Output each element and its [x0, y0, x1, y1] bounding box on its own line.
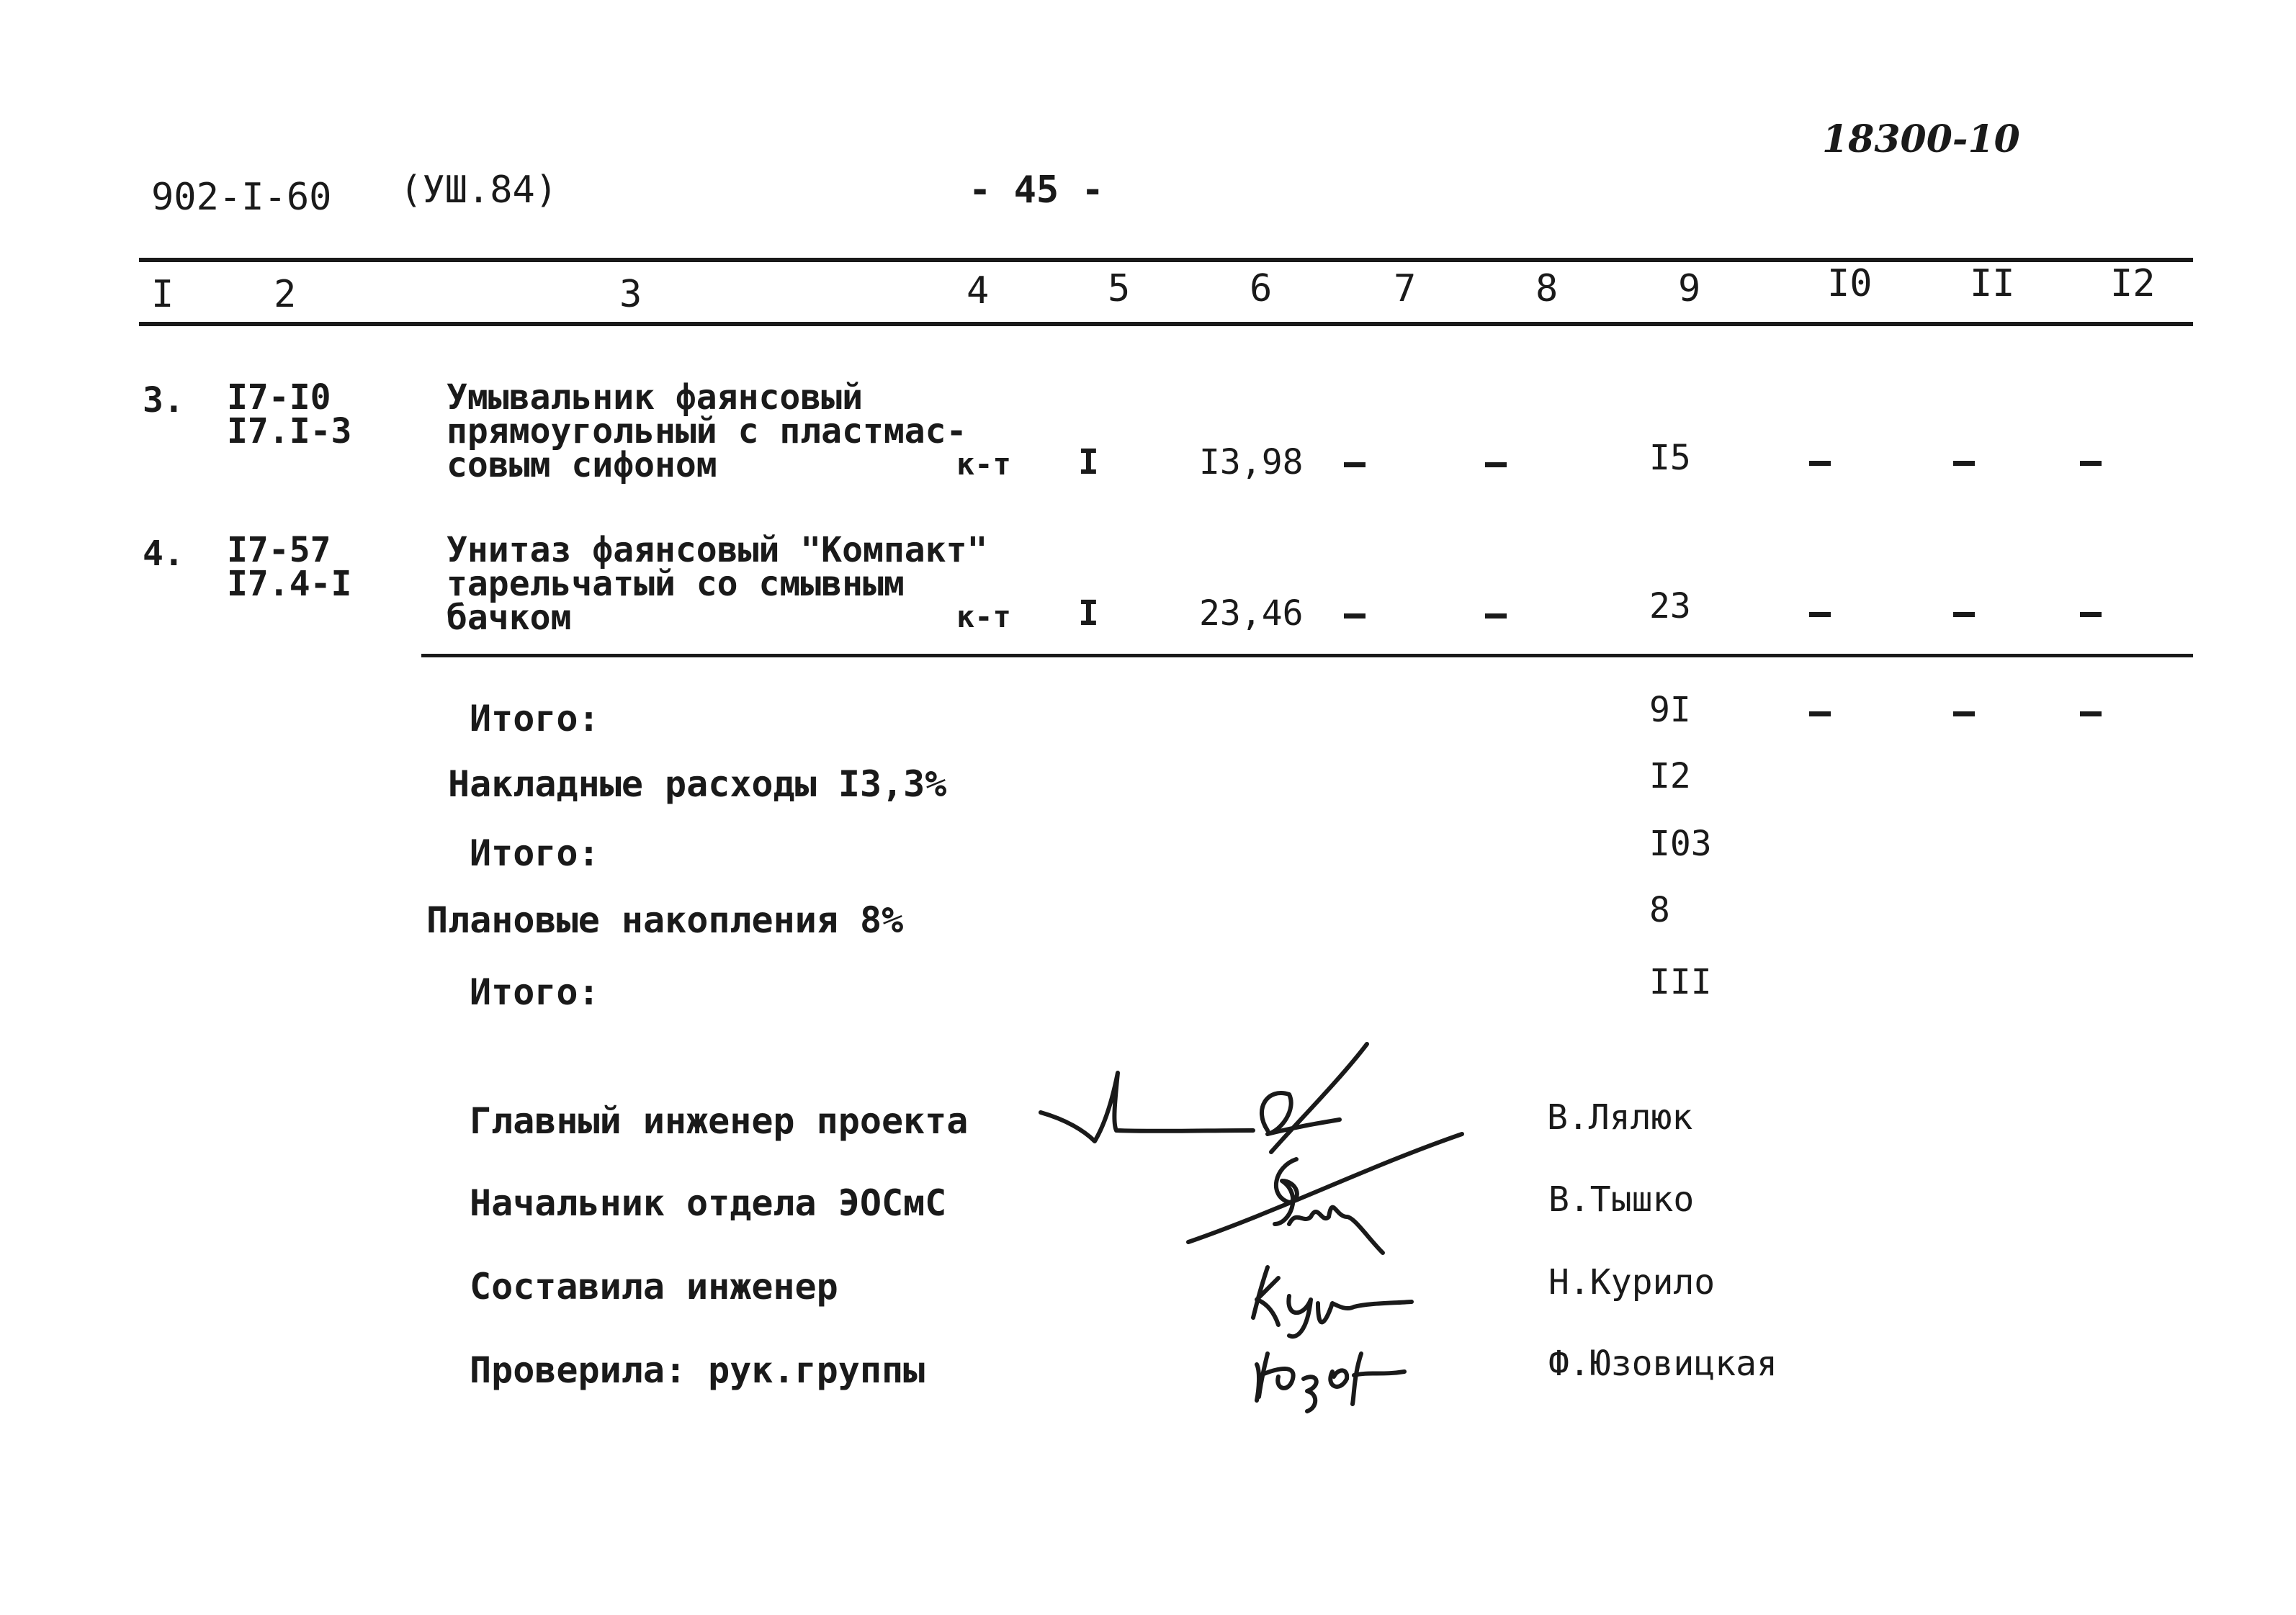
column-header-9: 9 [1678, 267, 1701, 310]
total-value: 9I [1649, 690, 1691, 730]
row-description-line-1: Унитаз фаянсовый "Компакт" [447, 530, 988, 570]
page-number: - 45 - [969, 168, 1104, 212]
document-code: 902-I-60 [151, 176, 332, 219]
column-header-7: 7 [1394, 267, 1417, 310]
signature-mark [1253, 1267, 1412, 1336]
row-unit-price: I3,98 [1199, 442, 1304, 482]
row-number: 3. [143, 380, 184, 420]
row-code: I7-I0 [227, 377, 331, 418]
signature-mark [1041, 1073, 1253, 1141]
column-header-4: 4 [967, 269, 990, 312]
signatory-role: Главный инженер проекта [470, 1100, 969, 1142]
column-header-3: 3 [619, 273, 642, 316]
row-description-line-3: совым сифоном [447, 445, 717, 485]
signature-mark [1188, 1134, 1462, 1242]
edition-date: (УШ.84) [400, 168, 558, 212]
signatory-name: Н.Курило [1548, 1262, 1716, 1303]
signatory-name: Ф.Юзовицкая [1548, 1344, 1777, 1384]
column-header-1: I [151, 273, 174, 316]
signatory-role: Составила инженер [470, 1266, 838, 1308]
column-header-5: 5 [1108, 267, 1131, 310]
grand-total-label: Итого: [470, 971, 600, 1013]
total-label: Итого: [470, 832, 600, 874]
row-description-line-2: прямоугольный с пластмас- [447, 411, 967, 451]
overhead-value: I2 [1649, 756, 1691, 796]
row-quantity: I [1078, 442, 1099, 482]
row-description-line-3: бачком [447, 598, 572, 638]
row-total: 23 [1649, 586, 1691, 626]
row-description-line-1: Умывальник фаянсовый [447, 377, 863, 418]
row-description-line-2: тарельчатый со смывным [447, 564, 905, 604]
grand-total-value: III [1649, 962, 1712, 1002]
overhead-label: Накладные расходы I3,3% [448, 763, 947, 805]
signature-mark [1262, 1044, 1367, 1152]
row-unit: к-т [956, 446, 1011, 482]
total-label: Итого: [470, 698, 600, 739]
row-total: I5 [1649, 438, 1691, 478]
row-code-alt: I7.4-I [227, 564, 352, 604]
column-header-11: II [1970, 262, 2015, 305]
column-header-2: 2 [274, 273, 297, 316]
column-header-6: 6 [1250, 267, 1273, 310]
row-code-alt: I7.I-3 [227, 411, 352, 451]
signature-mark [1257, 1354, 1404, 1411]
row-unit: к-т [956, 599, 1011, 634]
column-header-10: I0 [1827, 262, 1873, 305]
planned-savings-label: Плановые накопления 8% [426, 899, 904, 941]
signature-mark [1275, 1159, 1383, 1253]
row-quantity: I [1078, 593, 1099, 634]
column-header-8: 8 [1535, 267, 1559, 310]
total-value: I03 [1649, 824, 1712, 864]
row-unit-price: 23,46 [1199, 593, 1304, 634]
planned-savings-value: 8 [1649, 890, 1670, 930]
row-number: 4. [143, 534, 184, 574]
signatory-role: Проверила: рук.группы [470, 1349, 925, 1391]
archive-number: 18300-10 [1822, 117, 2020, 161]
row-code: I7-57 [227, 530, 331, 570]
signatory-name: В.Тышко [1548, 1179, 1695, 1220]
signatory-role: Начальник отдела ЭОСмС [470, 1182, 947, 1224]
signatory-name: В.Лялюк [1547, 1097, 1693, 1138]
column-header-12: I2 [2110, 262, 2156, 305]
